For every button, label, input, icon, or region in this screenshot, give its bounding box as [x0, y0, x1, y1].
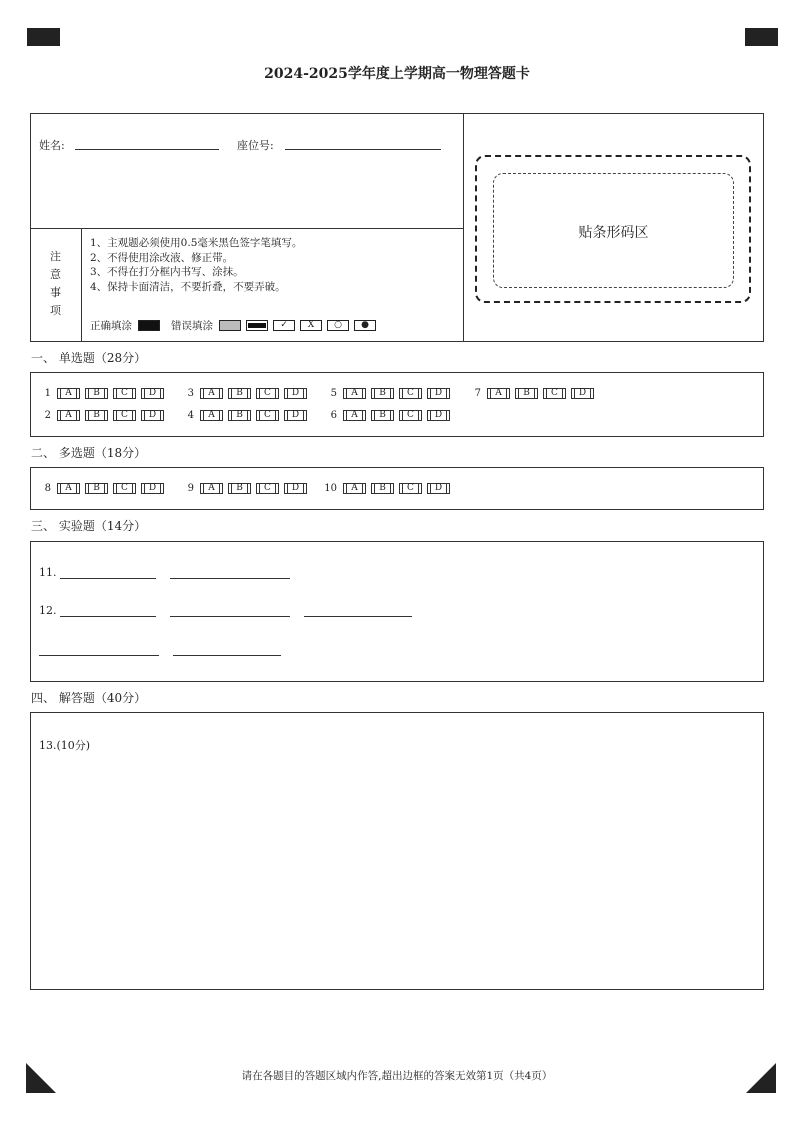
- question-number: 7: [474, 388, 481, 399]
- correct-fill-sample: [138, 320, 160, 331]
- option-bubble[interactable]: C: [113, 483, 136, 494]
- option-bubble[interactable]: C: [113, 410, 136, 421]
- question-10: [321, 483, 455, 494]
- wrong-fill-gray: [219, 320, 241, 331]
- option-bubble[interactable]: A: [487, 388, 510, 399]
- option-bubble[interactable]: A: [200, 483, 223, 494]
- q12-blank-3[interactable]: [304, 616, 412, 617]
- option-bubble[interactable]: D: [284, 483, 307, 494]
- question-2: [35, 410, 169, 421]
- correct-fill-label: 正确填涂: [90, 320, 132, 332]
- top-right-marker: [745, 28, 778, 46]
- wrong-fill-circle: ○: [327, 320, 349, 331]
- notice-char: 事: [50, 286, 61, 299]
- header-horizontal-divider: [30, 228, 464, 229]
- option-bubble[interactable]: C: [113, 388, 136, 399]
- question-8: [35, 483, 169, 494]
- option-bubble[interactable]: D: [427, 483, 450, 494]
- option-bubble[interactable]: B: [371, 388, 394, 399]
- section-answer-box[interactable]: [30, 712, 764, 990]
- question-number: 10: [324, 483, 337, 494]
- option-bubble[interactable]: A: [57, 483, 80, 494]
- option-bubble[interactable]: C: [399, 483, 422, 494]
- seat-field[interactable]: [285, 149, 441, 150]
- barcode-label: 贴条形码区: [578, 225, 649, 241]
- option-bubble[interactable]: A: [57, 410, 80, 421]
- q11-label: 11.: [39, 566, 57, 579]
- wrong-fill-label: 错误填涂: [171, 320, 213, 332]
- option-bubble[interactable]: D: [141, 410, 164, 421]
- option-bubble[interactable]: B: [228, 483, 251, 494]
- question-number: 4: [187, 410, 194, 421]
- option-bubble[interactable]: B: [228, 388, 251, 399]
- notice-list: [90, 236, 302, 294]
- question-7: [465, 388, 599, 399]
- notice-item: 1、主观题必须使用0.5毫米黑色签字笔填写。: [90, 237, 303, 249]
- option-bubble[interactable]: A: [343, 483, 366, 494]
- question-number: 1: [44, 388, 51, 399]
- notice-char: 意: [50, 268, 61, 281]
- notice-item: 3、不得在打分框内书写、涂抹。: [90, 266, 244, 278]
- section-multi-title: 二、 多选题（18分）: [31, 446, 147, 460]
- q11-blank-2[interactable]: [170, 578, 290, 579]
- question-number: 2: [44, 410, 51, 421]
- option-bubble[interactable]: B: [85, 410, 108, 421]
- option-bubble[interactable]: B: [85, 388, 108, 399]
- question-3: [178, 388, 312, 399]
- question-4: [178, 410, 312, 421]
- top-left-marker: [27, 28, 60, 46]
- name-field[interactable]: [75, 149, 219, 150]
- question-number: 6: [330, 410, 337, 421]
- option-bubble[interactable]: C: [543, 388, 566, 399]
- question-6: [321, 410, 455, 421]
- wrong-fill-cross: X: [300, 320, 322, 331]
- option-bubble[interactable]: B: [515, 388, 538, 399]
- question-number: 9: [187, 483, 194, 494]
- q12-label: 12.: [39, 604, 57, 617]
- section-answer-title: 四、 解答题（40分）: [31, 691, 147, 705]
- notice-item: 2、不得使用涂改液、修正带。: [90, 251, 234, 264]
- section-single-title: 一、 单选题（28分）: [31, 351, 147, 365]
- option-bubble[interactable]: D: [427, 388, 450, 399]
- option-bubble[interactable]: D: [284, 388, 307, 399]
- wrong-fill-dot: ●: [354, 320, 376, 331]
- q12-blank-4[interactable]: [39, 655, 159, 656]
- q12-blank-1[interactable]: [60, 616, 156, 617]
- option-bubble[interactable]: D: [571, 388, 594, 399]
- q12-blank-5[interactable]: [173, 655, 281, 656]
- option-bubble[interactable]: A: [200, 410, 223, 421]
- option-bubble[interactable]: C: [399, 388, 422, 399]
- option-bubble[interactable]: C: [399, 410, 422, 421]
- page-title: 2024-2025学年度上学期高一物理答题卡: [264, 66, 530, 82]
- seat-label: 座位号:: [237, 139, 274, 152]
- option-bubble[interactable]: C: [256, 483, 279, 494]
- wrong-fill-check: ✓: [273, 320, 295, 331]
- option-bubble[interactable]: B: [371, 410, 394, 421]
- option-bubble[interactable]: D: [141, 388, 164, 399]
- question-number: 5: [330, 388, 337, 399]
- option-bubble[interactable]: B: [371, 483, 394, 494]
- option-bubble[interactable]: B: [228, 410, 251, 421]
- q13-label: 13.(10分): [39, 739, 91, 752]
- notice-item: 4、保持卡面清洁，不要折叠，不要弄破。: [90, 280, 286, 293]
- section-experiment-box: [30, 541, 764, 682]
- fill-samples: [90, 318, 376, 333]
- wrong-fill-bar: [246, 320, 268, 331]
- question-1: [35, 388, 169, 399]
- question-9: [178, 483, 312, 494]
- question-5: [321, 388, 455, 399]
- name-label: 姓名:: [39, 139, 65, 152]
- option-bubble[interactable]: A: [57, 388, 80, 399]
- notice-char: 项: [50, 304, 61, 317]
- option-bubble[interactable]: C: [256, 410, 279, 421]
- section-single-box: [30, 372, 764, 437]
- option-bubble[interactable]: A: [343, 388, 366, 399]
- q11-blank-1[interactable]: [60, 578, 156, 579]
- notice-label-divider: [81, 228, 82, 342]
- option-bubble[interactable]: D: [284, 410, 307, 421]
- notice-label: [30, 248, 81, 320]
- option-bubble[interactable]: D: [427, 410, 450, 421]
- option-bubble[interactable]: A: [200, 388, 223, 399]
- notice-char: 注: [50, 250, 61, 263]
- q12-blank-2[interactable]: [170, 616, 290, 617]
- option-bubble[interactable]: B: [85, 483, 108, 494]
- section-experiment-title: 三、 实验题（14分）: [31, 519, 147, 533]
- page-footer: 请在各题目的答题区域内作答,超出边框的答案无效第1页（共4页）: [241, 1070, 553, 1082]
- option-bubble[interactable]: C: [256, 388, 279, 399]
- question-number: 3: [187, 388, 194, 399]
- option-bubble[interactable]: A: [343, 410, 366, 421]
- question-number: 8: [44, 483, 51, 494]
- option-bubble[interactable]: D: [141, 483, 164, 494]
